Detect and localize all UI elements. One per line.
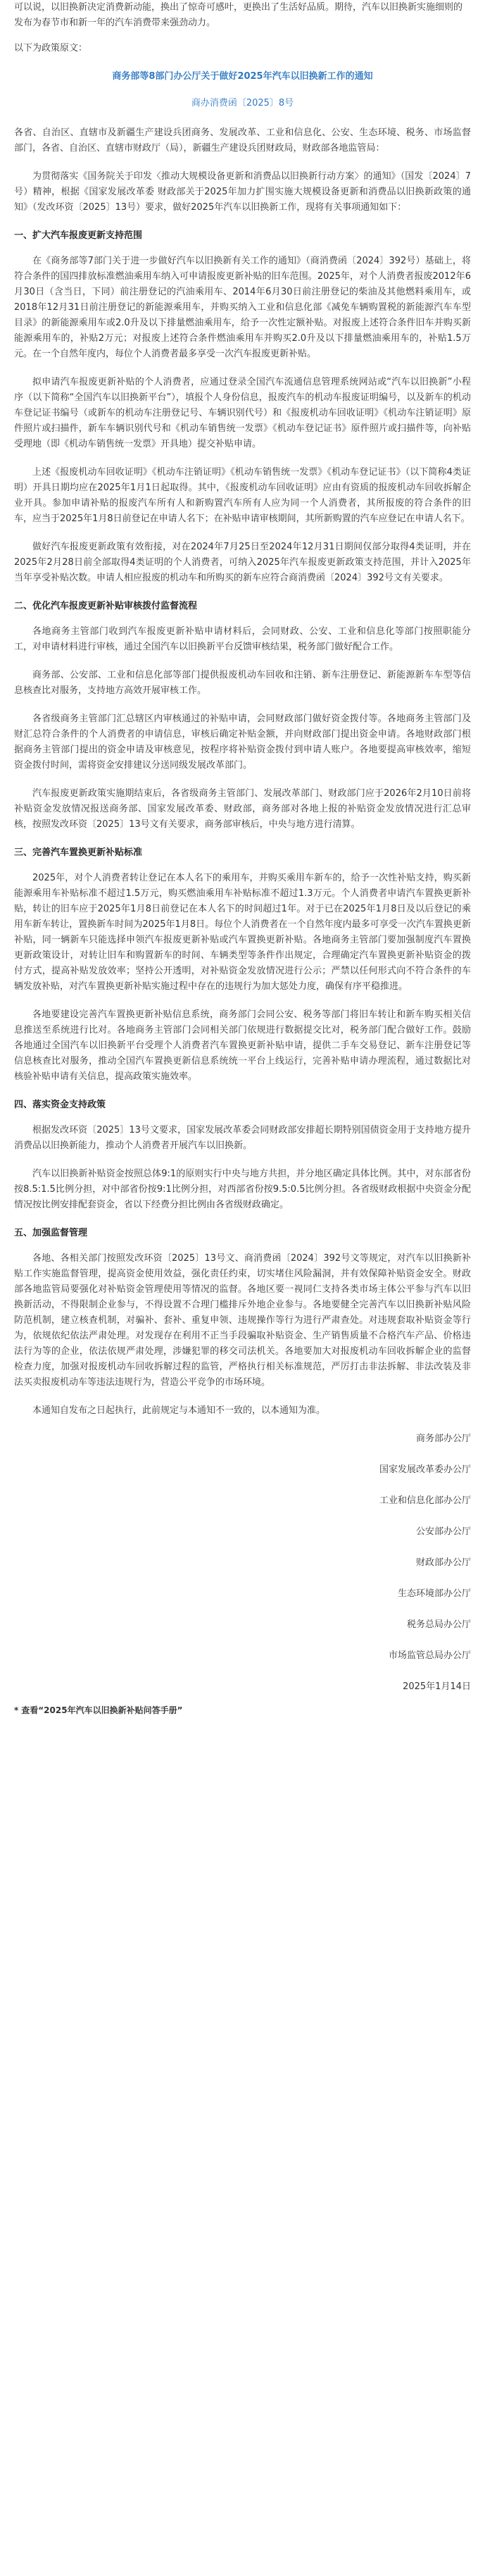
section-paragraph: 各地要建设完善汽车置换更新补贴信息系统，商务部门会同公安、税务等部门将旧车转让和新车购买相关信息推送至系统进行比对。各地商务主管部门会同相关部门依规进行数据提交比对，税务部门配合做好工作。鼓励各地通过全国汽车以旧换新平台受理个人消费者汽车置换更新补贴申请，提供二手车交易登记、新车注册登记等信息核查比对服务，推动全国汽车置换更新信息系统统一平台上线运行，完善补贴申请办理流程，通过数据比对核验补贴申请有关信息，提高政策实施效率。 xyxy=(14,1009,471,1082)
faq-link-label[interactable]: 查看“2025年汽车以旧换新补贴问答手册” xyxy=(21,1705,183,1715)
bullet-icon: * xyxy=(14,1705,19,1715)
section-paragraph: 汽车以旧换新补贴资金按照总体9:1的原则实行中央与地方共担，并分地区确定具体比例。其中，对东部省份按8.5:1.5比例分担，对中部省份按9:1比例分担，对西部省份按9.5:0.5比例分担。各省级财政根据中央资金分配情况按比例安排配套资金，省以下经费分担比例由各省级财政确定。 xyxy=(14,1169,471,1210)
signatory: 市场监管总局办公厅 xyxy=(388,1650,471,1661)
document-number: 商办消费函〔2025〕8号 xyxy=(191,98,294,108)
signatory: 生态环境部办公厅 xyxy=(397,1588,471,1599)
faq-link[interactable] xyxy=(14,1703,471,1717)
section-heading: 五、加强监督管理 xyxy=(14,1228,88,1238)
lead-line: 以下为政策原文： xyxy=(14,43,88,54)
section-paragraph: 做好汽车报废更新政策有效衔接，对在2024年7月25日至2024年12月31日期间仅部分取得4类证明，并在2025年2月28日前全部取得4类证明的个人消费者，可纳入2025年汽车报废更新政策支持范围，并计入2025年当年享受补贴次数。申请人相应报废的机动车和所购买的新车应符合商消费函〔2024〕392号文有关要求。 xyxy=(14,542,471,583)
signatory: 国家发展改革委办公厅 xyxy=(379,1464,471,1475)
section-heading: 一、扩大汽车报废更新支持范围 xyxy=(14,230,143,241)
section-4 xyxy=(14,1097,471,1213)
addressee: 各省、自治区、直辖市及新疆生产建设兵团商务、发展改革、工业和信息化、公安、生态环境、税务、市场监督部门，各省、自治区、直辖市财政厅（局），新疆生产建设兵团财政局，财政部各地监管局： xyxy=(14,127,471,154)
section-heading: 三、完善汽车置换更新补贴标准 xyxy=(14,847,143,858)
signatory: 工业和信息化部办公厅 xyxy=(379,1495,471,1506)
section-heading: 四、落实资金支持政策 xyxy=(14,1100,106,1110)
notice-title: 商务部等8部门办公厅关于做好2025年汽车以旧换新工作的通知 xyxy=(112,71,373,82)
preface: 为贯彻落实《国务院关于印发〈推动大规模设备更新和消费品以旧换新行动方案〉的通知》（国发〔2024〕7号）精神，根据《国家发展改革委 财政部关于2025年加力扩围实施大规模设备更新和消费品以旧换新政策的通知》（发改环资〔2025〕13号）要求，做好2025年汽车以旧换新工作，现将有关事项通知如下： xyxy=(14,171,471,213)
signatories xyxy=(14,1431,471,1695)
signatory: 商务部办公厅 xyxy=(415,1433,471,1444)
section-paragraph: 各省级商务主管部门汇总辖区内审核通过的补贴申请，会同财政部门做好资金拨付等。各地商务主管部门及财汇总符合条件的个人消费者的申请信息，审核后确定补贴金额，并向财政部门提出资金申请。各地财政部门根据商务主管部门提出的资金申请及审核意见，按程序将补贴资金拨付到申请人账户。各地要提高审核效率，缩短资金拨付时间，需将资金安排建议分送同级发展改革部门。 xyxy=(14,714,471,771)
section-heading: 二、优化汽车报废更新补贴审核拨付监督流程 xyxy=(14,601,198,611)
notice xyxy=(14,69,471,1695)
section-paragraph: 拟申请汽车报废更新补贴的个人消费者，应通过登录全国汽车流通信息管理系统网站或“汽车以旧换新”小程序（以下简称“全国汽车以旧换新平台”），填报个人身份信息，报废汽车的机动车报废证明编号，以及新车的机动车登记证书编号（或新车的机动车注册登记号、车辆识别代号）和《报废机动车回收证明》《机动车注销证明》原件照片或扫描件，新车车辆识别代号和《机动车销售统一发票》《机动车登记证书》原件照片或扫描件等，向补贴受理地（即《机动车销售统一发票》开具地）提交补贴申请。 xyxy=(14,377,471,449)
section-5 xyxy=(14,1226,471,1390)
closing-paragraph: 本通知自发布之日起执行，此前规定与本通知不一致的，以本通知为准。 xyxy=(32,1405,326,1416)
section-paragraph: 根据发改环资〔2025〕13号文要求，国家发展改革委会同财政部安排超长期特别国债资金用于支持地方提升消费品以旧换新能力，推动个人消费者开展汽车以旧换新。 xyxy=(14,1125,471,1151)
signatory: 财政部办公厅 xyxy=(415,1557,471,1568)
section-paragraph: 汽车报废更新政策实施期结束后，各省级商务主管部门、发展改革部门、财政部门应于2026年2月10日前将补贴资金发放情况报送商务部、国家发展改革委、财政部，商务部对各地上报的补贴资金发放情况进行汇总审核，按照发改环资〔2025〕13号文有关要求，商务部审核后，中央与地方进行清算。 xyxy=(14,788,471,830)
section-3 xyxy=(14,845,471,1085)
intro-paragraph: 可以说，以旧换新决定消费新动能，换出了惊奇可感叶，更换出了生活好品质。期待，汽车以旧换新实施细则的发布为春节市和新一年的汽车消费带来强劲动力。 xyxy=(14,2,463,28)
section-2 xyxy=(14,599,471,833)
section-paragraph: 商务部、公安部、工业和信息化部等部门提供报废机动车回收和注销、新车注册登记、新能源新车车型等信息核查比对服务，支持地方高效开展审核工作。 xyxy=(14,670,471,696)
signatory: 税务总局办公厅 xyxy=(406,1619,471,1630)
section-paragraph: 上述《报废机动车回收证明》《机动车注销证明》《机动车销售统一发票》《机动车登记证书》（以下简称4类证明）开具日期均应在2025年1月1日起取得。其中，《报废机动车回收证明》应由有资质的报废机动车回收拆解企业开具。参加申请补贴的报废汽车所有人和新购置汽车所有人应为同一个人消费者，其所报废的符合条件的旧车，应当于2025年1月8日前登记在申请人名下；在补贴申请审核期间，其所新购置的汽车应登记在申请人名下。 xyxy=(14,467,471,524)
section-paragraph: 各地商务主管部门收到汽车报废更新补贴申请材料后，会同财政、公安、工业和信息化等部门按照职能分工，对申请材料进行审核，通过全国汽车以旧换新平台反馈审核结果，税务部门做好配合工作。 xyxy=(14,626,471,652)
section-paragraph: 2025年，对个人消费者转让登记在本人名下的乘用车，并购买乘用车新车的，给予一次性补贴支持，购买新能源乘用车补贴标准不超过1.5万元，购买燃油乘用车补贴标准不超过1.3万元。个人消费者申请汽车置换更新补贴，转让的旧车应于2025年1月8日前登记在本人名下的时间超过1年。对于已在2025年1月8日及以后登记的乘用车新车转让，置换新车时间为2025年1月8日。每位个人消费者在一个自然年度内最多可享受一次汽车置换更新补贴，同一辆新车只能选择申领汽车报废更新补贴或汽车置换更新补贴。各地商务主管部门要加强制度汽车置换更新政策设计，对转让旧车和购置新车的时间、车辆类型等条件作出规定，合理确定汽车置换更新补贴资金的拨付方式，提高补贴发放效率；坚持公开透明，对补贴资金发放情况进行公示；严禁以任何形式向不符合条件的车辆发放补贴，对汽车置换更新补贴实施过程中存在的违规行为加大惩处力度，确保有序平稳推进。 xyxy=(14,873,471,992)
section-paragraph: 各地、各相关部门按照发改环资〔2025〕13号文、商消费函〔2024〕392号文等规定，对汽车以旧换新补贴工作实施监督管理，提高资金使用效益，强化责任约束，切实堵住风险漏洞，并有效保障补贴资金安全。财政部各地监管局要强化对补贴资金管理使用等情况的监督。各地区要一视同仁支持各类市场主体公平参与汽车以旧换新活动，不得限制企业参与，不得设置不合理门槛排斥外地企业参与。各地要健全完善汽车以旧换新补贴风险防范机制，建立核查机制，对骗补、套补、重复申领、违规操作等行为进行严肃查处。对违规套取补贴资金等行为，依规依纪依法严肃处理。对发现存在利用不正当手段骗取补贴资金、生产销售质量不合格汽车产品、价格违法行为等的企业，依法依规严肃处理，涉嫌犯罪的移交司法机关。各地要加大对报废机动车回收拆解企业的监督检查力度，加强对报废机动车回收拆解过程的监管，严格执行相关标准规范，严厉打击非法拆解、非法改装及非法买卖报废机动车等违法违规行为，营造公平竞争的市场环境。 xyxy=(14,1253,471,1388)
issue-date: 2025年1月14日 xyxy=(403,1681,471,1692)
section-paragraph: 在《商务部等7部门关于进一步做好汽车以旧换新有关工作的通知》（商消费函〔2024〕392号）基础上，将符合条件的国四排放标准燃油乘用车纳入可申请报废更新补贴的旧车范围。2025年，对个人消费者报废2012年6月30日（含当日，下同）前注册登记的汽油乘用车、2014年6月30日前注册登记的柴油及其他燃料乘用车，或2018年12月31日前注册登记的新能源乘用车，并购买纳入工业和信息化部《减免车辆购置税的新能源汽车车型目录》的新能源乘用车或2.0升及以下排量燃油乘用车，给予一次性定额补贴。对报废上述符合条件旧车并购买新能源乘用车的，补贴2万元；对报废上述符合条件燃油乘用车并购买2.0升及以下排量燃油乘用车的，补贴1.5万元。在一个自然年度内，每位个人消费者最多享受一次汽车报废更新补贴。 xyxy=(14,256,471,359)
signatory: 公安部办公厅 xyxy=(415,1526,471,1537)
section-1 xyxy=(14,228,471,586)
